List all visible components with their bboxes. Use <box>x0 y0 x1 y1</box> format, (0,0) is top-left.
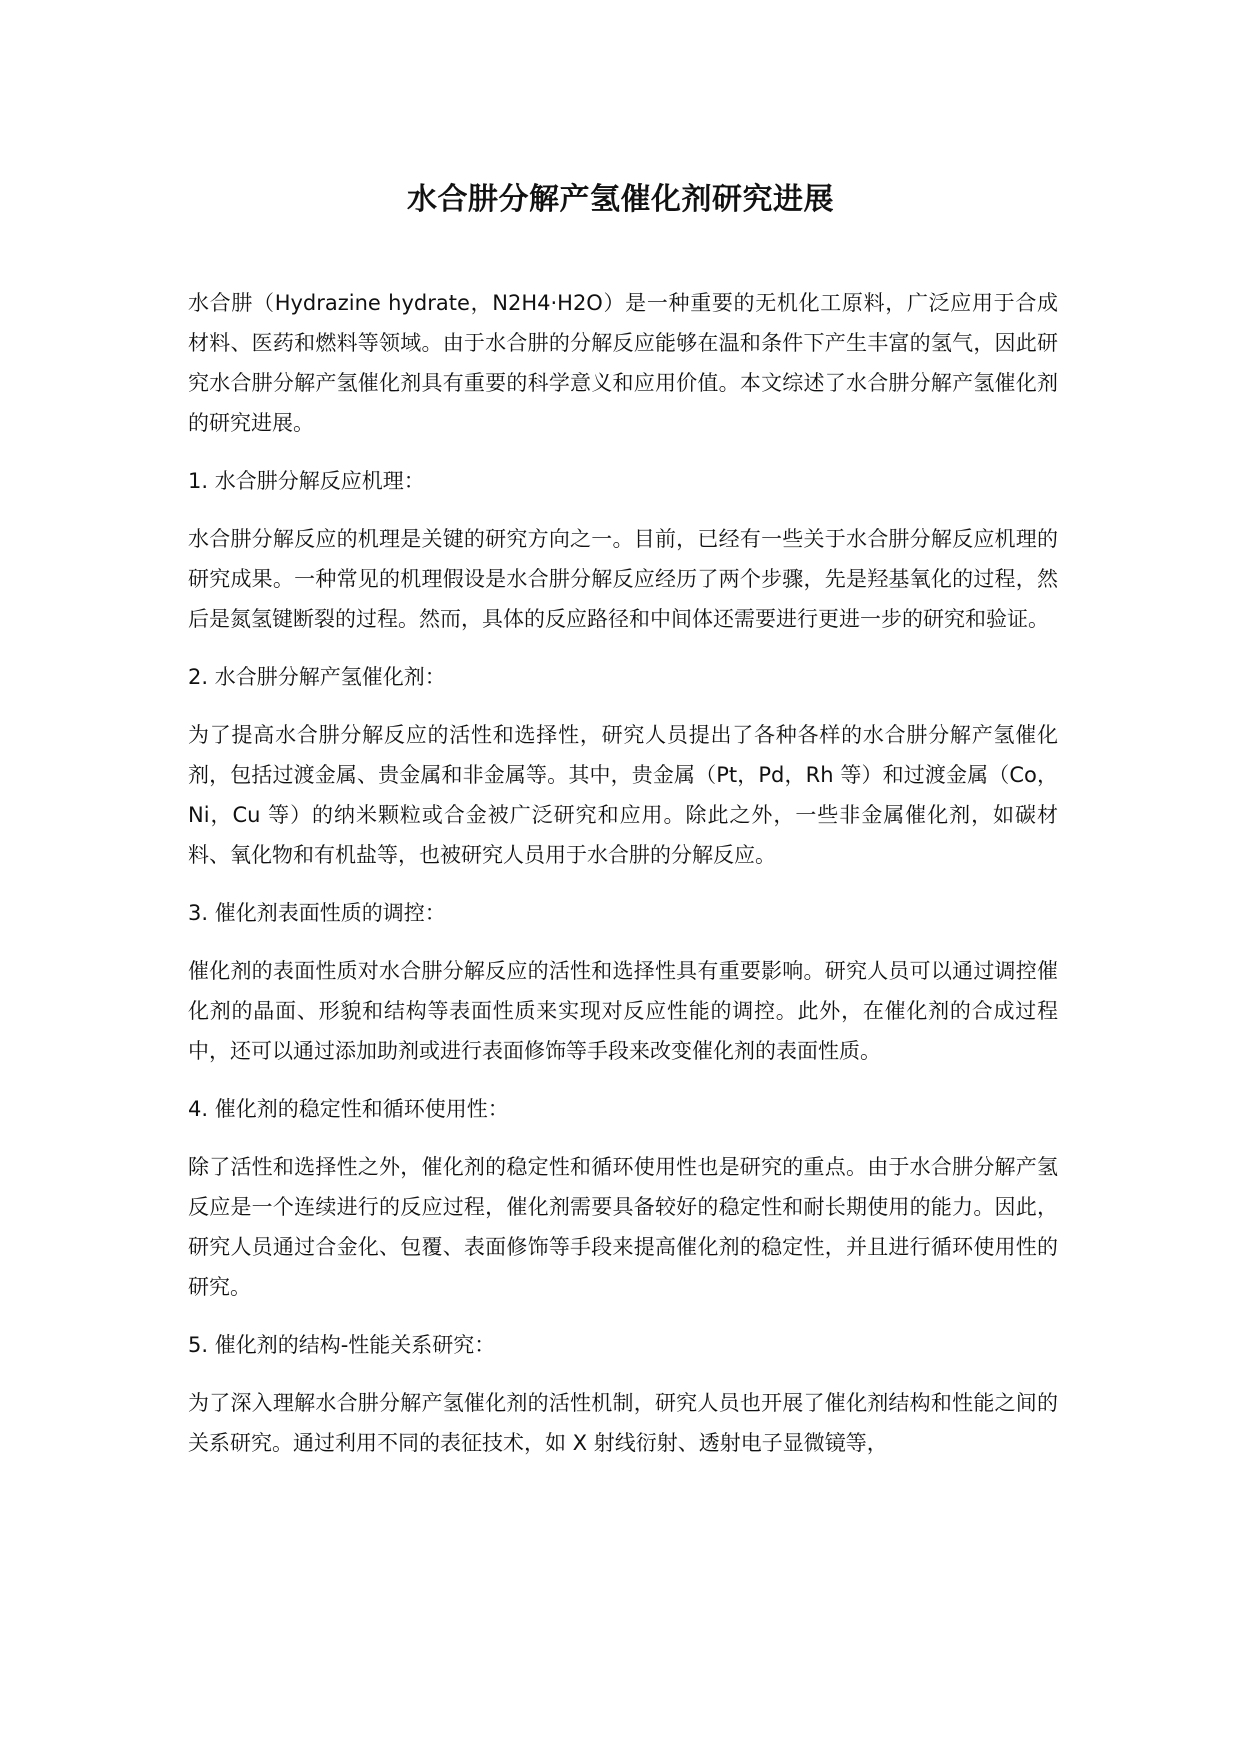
section-heading-2: 2. 水合肼分解产氢催化剂： <box>188 665 446 689</box>
section-heading-5: 5. 催化剂的结构-性能关系研究： <box>188 1333 496 1357</box>
section-body-5: 为了深入理解水合肼分解产氢催化剂的活性机制，研究人员也开展了催化剂结构和性能之间的关系研究。通过利用不同的表征技术，如 X 射线衍射、透射电子显微镜等， <box>188 1391 1058 1455</box>
document-body <box>188 283 1058 1481</box>
section-body-4: 除了活性和选择性之外，催化剂的稳定性和循环使用性也是研究的重点。由于水合肼分解产氢反应是一个连续进行的反应过程，催化剂需要具备较好的稳定性和耐长期使用的能力。因此，研究人员通过合金化、包覆、表面修饰等手段来提高催化剂的稳定性，并且进行循环使用性的研究。 <box>188 1155 1058 1299</box>
section-heading-4: 4. 催化剂的稳定性和循环使用性： <box>188 1097 509 1121</box>
section-heading-3: 3. 催化剂表面性质的调控： <box>188 901 446 925</box>
section-body-1: 水合肼分解反应的机理是关键的研究方向之一。目前，已经有一些关于水合肼分解反应机理的研究成果。一种常见的机理假设是水合肼分解反应经历了两个步骤，先是羟基氧化的过程，然后是氮氢键断裂的过程。然而，具体的反应路径和中间体还需要进行更进一步的研究和验证。 <box>188 527 1058 631</box>
section-body-2: 为了提高水合肼分解反应的活性和选择性，研究人员提出了各种各样的水合肼分解产氢催化剂，包括过渡金属、贵金属和非金属等。其中，贵金属（Pt，Pd，Rh 等）和过渡金属（Co，Ni，Cu 等）的纳米颗粒或合金被广泛研究和应用。除此之外，一些非金属催化剂，如碳材料、氧化物和有机盐等，也被研究人员用于水合肼的分解反应。 <box>188 723 1058 867</box>
section-heading-1: 1. 水合肼分解反应机理： <box>188 469 425 493</box>
document-title: 水合肼分解产氢催化剂研究进展 <box>407 182 834 217</box>
intro-paragraph: 水合肼（Hydrazine hydrate，N2H4·H2O）是一种重要的无机化工原料，广泛应用于合成材料、医药和燃料等领域。由于水合肼的分解反应能够在温和条件下产生丰富的氢气，因此研究水合肼分解产氢催化剂具有重要的科学意义和应用价值。本文综述了水合肼分解产氢催化剂的研究进展。 <box>188 291 1058 435</box>
section-body-3: 催化剂的表面性质对水合肼分解反应的活性和选择性具有重要影响。研究人员可以通过调控催化剂的晶面、形貌和结构等表面性质来实现对反应性能的调控。此外，在催化剂的合成过程中，还可以通过添加助剂或进行表面修饰等手段来改变催化剂的表面性质。 <box>188 959 1058 1063</box>
